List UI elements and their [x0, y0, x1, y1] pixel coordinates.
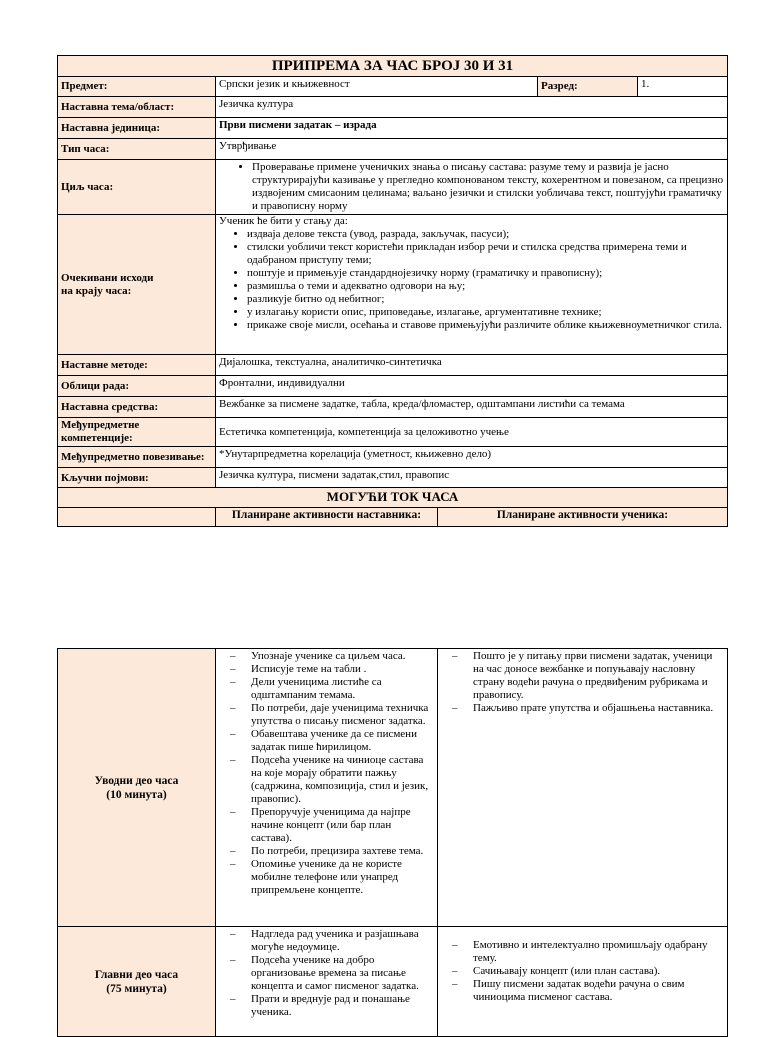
goal-item: • Проверавање примене ученичких знања о писању састава: разуме тему и развија је јасно структурирајући казивање у прегледно компонованом тексту, кохерентном и повезаном, са прецизно издвојеним смисаоним целинама; ваљано језички и стилски уобличава текст, поштујући граматичку и правописну норму [252, 161, 724, 213]
goal-value [216, 160, 728, 215]
main-phase-label: Главни део часа (75 минута) [58, 927, 216, 1037]
theme-value: Језичка култура [216, 97, 728, 118]
correlation-label: Међупредметно повезивање: [58, 447, 216, 468]
outcomes-value [216, 215, 728, 355]
means-label: Наставна средства: [58, 397, 216, 418]
goal-label: Циљ часа: [58, 160, 216, 215]
activity-item: – По потреби, даје ученицима техничка упутства о писању писменог задатка. [251, 702, 434, 728]
work-forms-value: Фронтални, индивидуални [216, 376, 728, 397]
intro-teacher-activities [216, 649, 438, 927]
activity-item: – Препоручује ученицима да најпре начине концепт (или бар план састава). [251, 806, 434, 845]
activity-item: – По потреби, прецизира захтеве тема. [251, 845, 434, 858]
outcome-item: • размишља о теми и адекватно одговори на њу; [247, 280, 724, 293]
main-teacher-activities [216, 927, 438, 1037]
means-value: Вежбанке за писмене задатке, табла, креда/фломастер, одштампани листићи са темама [216, 397, 728, 418]
activity-item: – Надгледа рад ученика и разјашњава могуће недоумице. [251, 928, 434, 954]
activity-item: – Упознаје ученике са циљем часа. [251, 650, 434, 663]
keywords-value: Језичка култура, писмени задатак,стил, правопис [216, 468, 728, 489]
grade-label: Разред: [538, 77, 638, 97]
outcome-item: • издваја делове текста (увод, разрада, закључак, пасуси); [247, 228, 724, 241]
activity-item: – Исписује теме на табли . [251, 663, 434, 676]
unit-value: Први писмени задатак – израда [216, 118, 728, 139]
intro-phase-label: Уводни део часа (10 минута) [58, 649, 216, 927]
competences-label: Међупредметне компетенције: [58, 418, 216, 447]
theme-label: Наставна тема/област: [58, 97, 216, 118]
main-student-activities [438, 927, 728, 1037]
student-activities-header: Планиране активности ученика: [438, 508, 728, 527]
page-title: ПРИПРЕМА ЗА ЧАС БРОЈ 30 И 31 [58, 56, 728, 77]
correlation-value: *Унутарпредметна корелација (уметност, књижевно дело) [216, 447, 728, 468]
activity-item: – Емотивно и интелектуално промишљају одабрану тему. [473, 939, 724, 965]
intro-student-activities [438, 649, 728, 927]
lesson-flow-table [57, 648, 728, 1037]
activity-item: – Опомиње ученике да не користе мобилне телефоне или унапред припремљене концепте. [251, 858, 434, 897]
lesson-info-table [57, 55, 728, 489]
outcome-item: • у излагању користи опис, приповедање, излагање, аргументативне технике; [247, 306, 724, 319]
activity-item: – Сачињавају концепт (или план састава). [473, 965, 724, 978]
outcome-item: • поштује и примењује стандарднојезичку норму (граматичку и правописну); [247, 267, 724, 280]
methods-label: Наставне методе: [58, 355, 216, 376]
competences-value: Естетичка компетенција, компетенција за целоживотно учење [216, 418, 728, 447]
lesson-flow-header [57, 487, 728, 527]
outcomes-label: Очекивани исходи на крају часа: [58, 215, 216, 355]
flow-title: МОГУЋИ ТОК ЧАСА [58, 488, 728, 508]
outcome-item: • стилски уобличи текст користећи прикладан избор речи и стилска средства примерена теми и одабраном приступу теми; [247, 241, 724, 267]
outcomes-list [219, 228, 724, 332]
outcome-item: • разликује битно од небитног; [247, 293, 724, 306]
keywords-label: Кључни појмови: [58, 468, 216, 489]
lesson-type-value: Утврђивање [216, 139, 728, 160]
activity-item: – Дели ученицима листиће са одштампаним темама. [251, 676, 434, 702]
activity-item: – Пажљиво прате упутства и објашњења наставника. [473, 702, 724, 715]
activity-item: – Подсећа ученике на чиниоце састава на које морају обратити пажњу (садржина, композиција, стил и језик, правопис). [251, 754, 434, 806]
lesson-type-label: Тип часа: [58, 139, 216, 160]
activity-item: – Обавештава ученике да се писмени задатак пише ћирилицом. [251, 728, 434, 754]
grade-value: 1. [638, 77, 728, 97]
flow-phase-header [58, 508, 216, 527]
subject-value: Српски језик и књижевност [216, 77, 538, 97]
activity-item: – Пишу писмени задатак водећи рачуна о свим чиниоцима писменог састава. [473, 978, 724, 1004]
teacher-activities-header: Планиране активности наставника: [216, 508, 438, 527]
outcome-item: • прикаже своје мисли, осећања и ставове примењујући различите облике књижевноуметничког стила. [247, 319, 724, 332]
activity-item: – Подсећа ученике на добро организовање времена за писање концепта и самог писменог задатка. [251, 954, 434, 993]
outcomes-intro: Ученик ће бити у стању да: [219, 215, 348, 227]
methods-value: Дијалошка, текстуална, аналитичко-синтетичка [216, 355, 728, 376]
unit-label: Наставна јединица: [58, 118, 216, 139]
activity-item: – Пошто је у питању први писмени задатак, ученици на час доносе вежбанке и попуњавају насловну страну водећи рачуна о предвиђеним рубрикама и правопису. [473, 650, 724, 702]
subject-label: Предмет: [58, 77, 216, 97]
work-forms-label: Облици рада: [58, 376, 216, 397]
activity-item: – Прати и вреднује рад и понашање ученика. [251, 993, 434, 1019]
